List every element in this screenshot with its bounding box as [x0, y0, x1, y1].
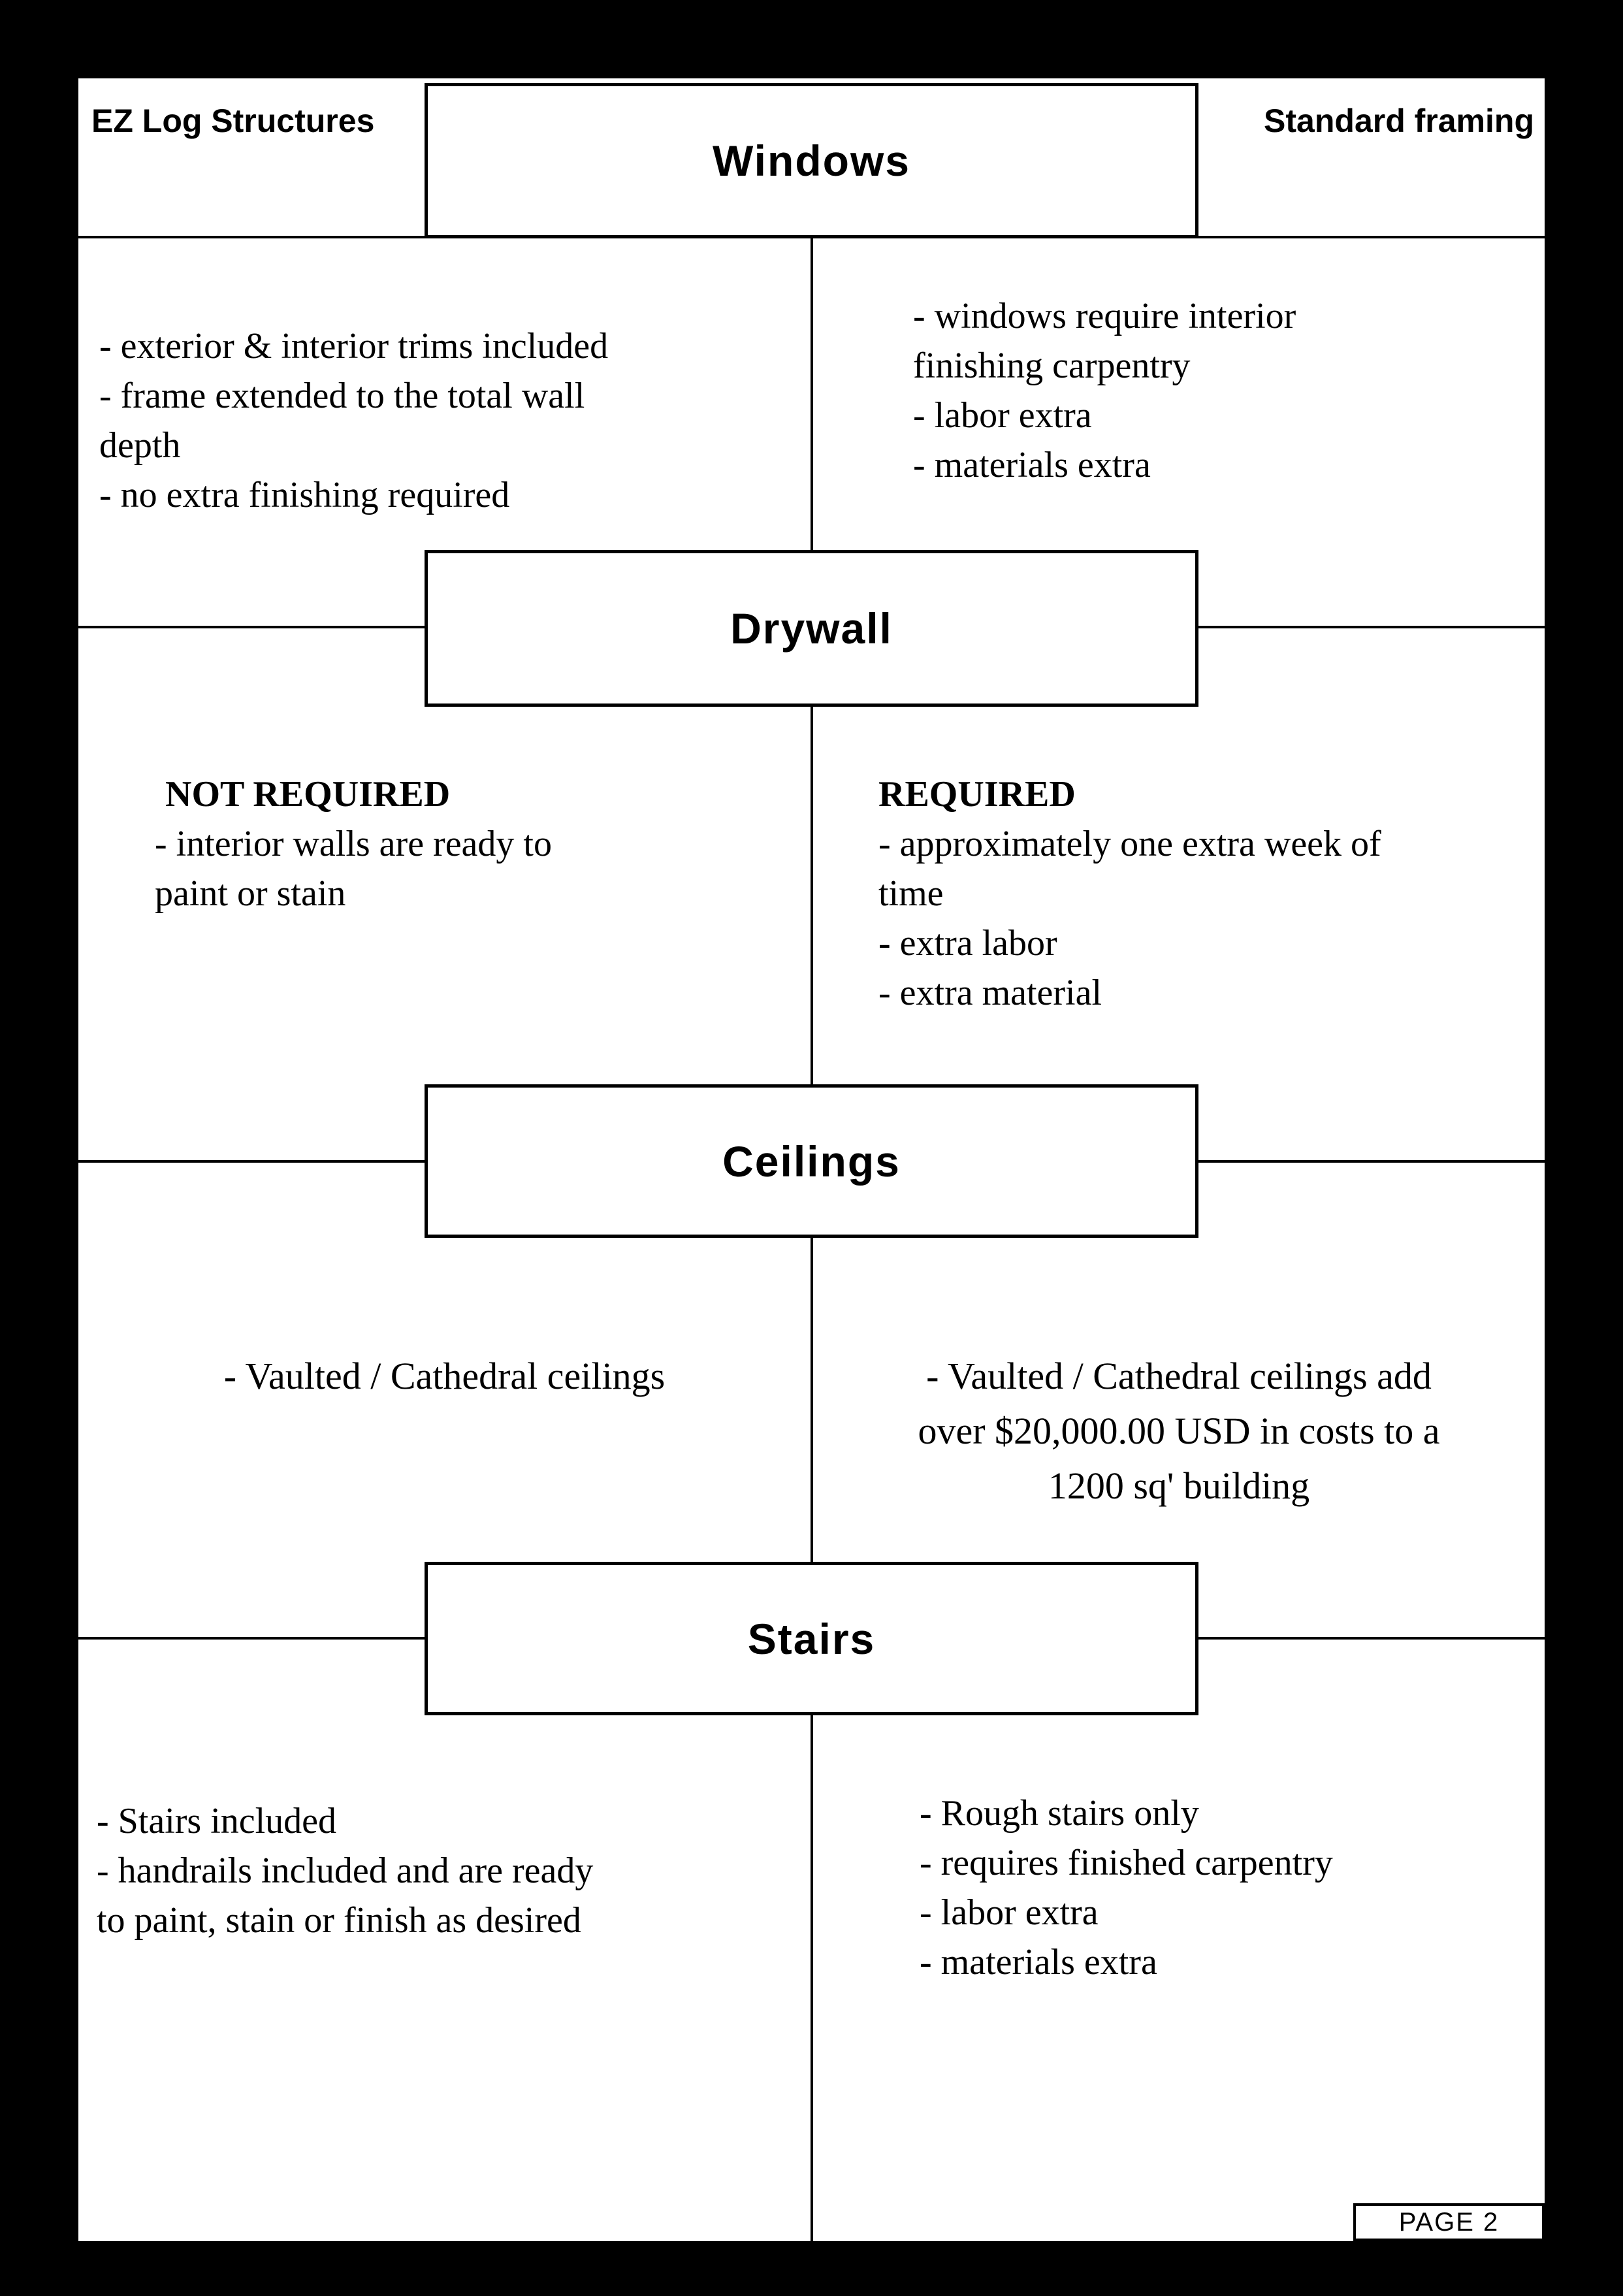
text-line: - approximately one extra week of	[878, 824, 1381, 864]
text-line: - Vaulted / Cathedral ceilings add	[926, 1355, 1432, 1397]
ceilings-row-divider-right	[1198, 1160, 1545, 1163]
header-right-label: Standard framing	[1264, 103, 1534, 139]
text-line: - materials extra	[920, 1942, 1157, 1982]
center-divider	[811, 238, 813, 550]
text-line: - windows require interior	[913, 296, 1296, 336]
drywall-left-heading: NOT REQUIRED	[165, 774, 451, 815]
section-title: Windows	[712, 137, 911, 185]
ceilings-row-divider-left	[78, 1160, 425, 1163]
text-line: - exterior & interior trims included	[99, 326, 609, 366]
drywall-left-cell	[155, 769, 552, 918]
header-underline-left	[78, 236, 425, 238]
text-line: - labor extra	[920, 1892, 1099, 1933]
stairs-row-divider-right	[1198, 1637, 1545, 1640]
section-box-drywall	[425, 550, 1198, 707]
text-line: - Vaulted / Cathedral ceilings	[223, 1355, 666, 1397]
drywall-right-heading: REQUIRED	[878, 774, 1076, 815]
text-line: - labor extra	[913, 395, 1092, 436]
page-number-box	[1353, 2203, 1545, 2241]
text-line: depth	[99, 425, 181, 466]
text-line: finishing carpentry	[913, 346, 1191, 386]
windows-left-cell	[99, 321, 608, 520]
text-line: - handrails included and are ready	[97, 1851, 594, 1891]
center-divider	[811, 1715, 813, 2241]
header-underline-right	[1198, 236, 1545, 238]
drywall-row-divider-left	[78, 626, 425, 628]
page-frame	[78, 78, 1545, 2241]
page-number-label: PAGE 2	[1398, 2207, 1500, 2237]
windows-right-cell	[913, 291, 1296, 490]
text-line: - no extra finishing required	[99, 475, 510, 515]
text-line: - extra material	[878, 973, 1102, 1013]
text-line: to paint, stain or finish as desired	[97, 1900, 581, 1941]
header-left-label: EZ Log Structures	[91, 103, 375, 139]
stairs-right-cell	[920, 1788, 1333, 1987]
text-line: paint or stain	[155, 873, 346, 914]
text-line: - Stairs included	[97, 1801, 337, 1841]
stairs-left-cell	[97, 1796, 593, 1945]
text-line: time	[878, 873, 944, 914]
section-title: Drywall	[730, 604, 893, 653]
text-line: - extra labor	[878, 923, 1057, 963]
section-title: Ceilings	[722, 1137, 901, 1186]
text-line: - materials extra	[913, 445, 1151, 485]
text-line: - requires finished carpentry	[920, 1843, 1333, 1883]
text-line: - Rough stairs only	[920, 1793, 1199, 1834]
section-title: Stairs	[747, 1614, 876, 1663]
text-line: - interior walls are ready to	[155, 824, 552, 864]
section-box-stairs	[425, 1562, 1198, 1715]
section-box-ceilings	[425, 1084, 1198, 1238]
drywall-right-cell	[878, 769, 1381, 1018]
text-line: 1200 sq' building	[1048, 1464, 1310, 1507]
text-line: over $20,000.00 USD in costs to a	[918, 1410, 1440, 1452]
center-divider	[811, 707, 813, 1084]
stairs-row-divider-left	[78, 1637, 425, 1640]
drywall-row-divider-right	[1198, 626, 1545, 628]
ceilings-left-cell	[78, 1349, 811, 1404]
text-line: - frame extended to the total wall	[99, 376, 585, 416]
ceilings-right-cell	[813, 1349, 1545, 1513]
section-box-windows	[425, 83, 1198, 238]
